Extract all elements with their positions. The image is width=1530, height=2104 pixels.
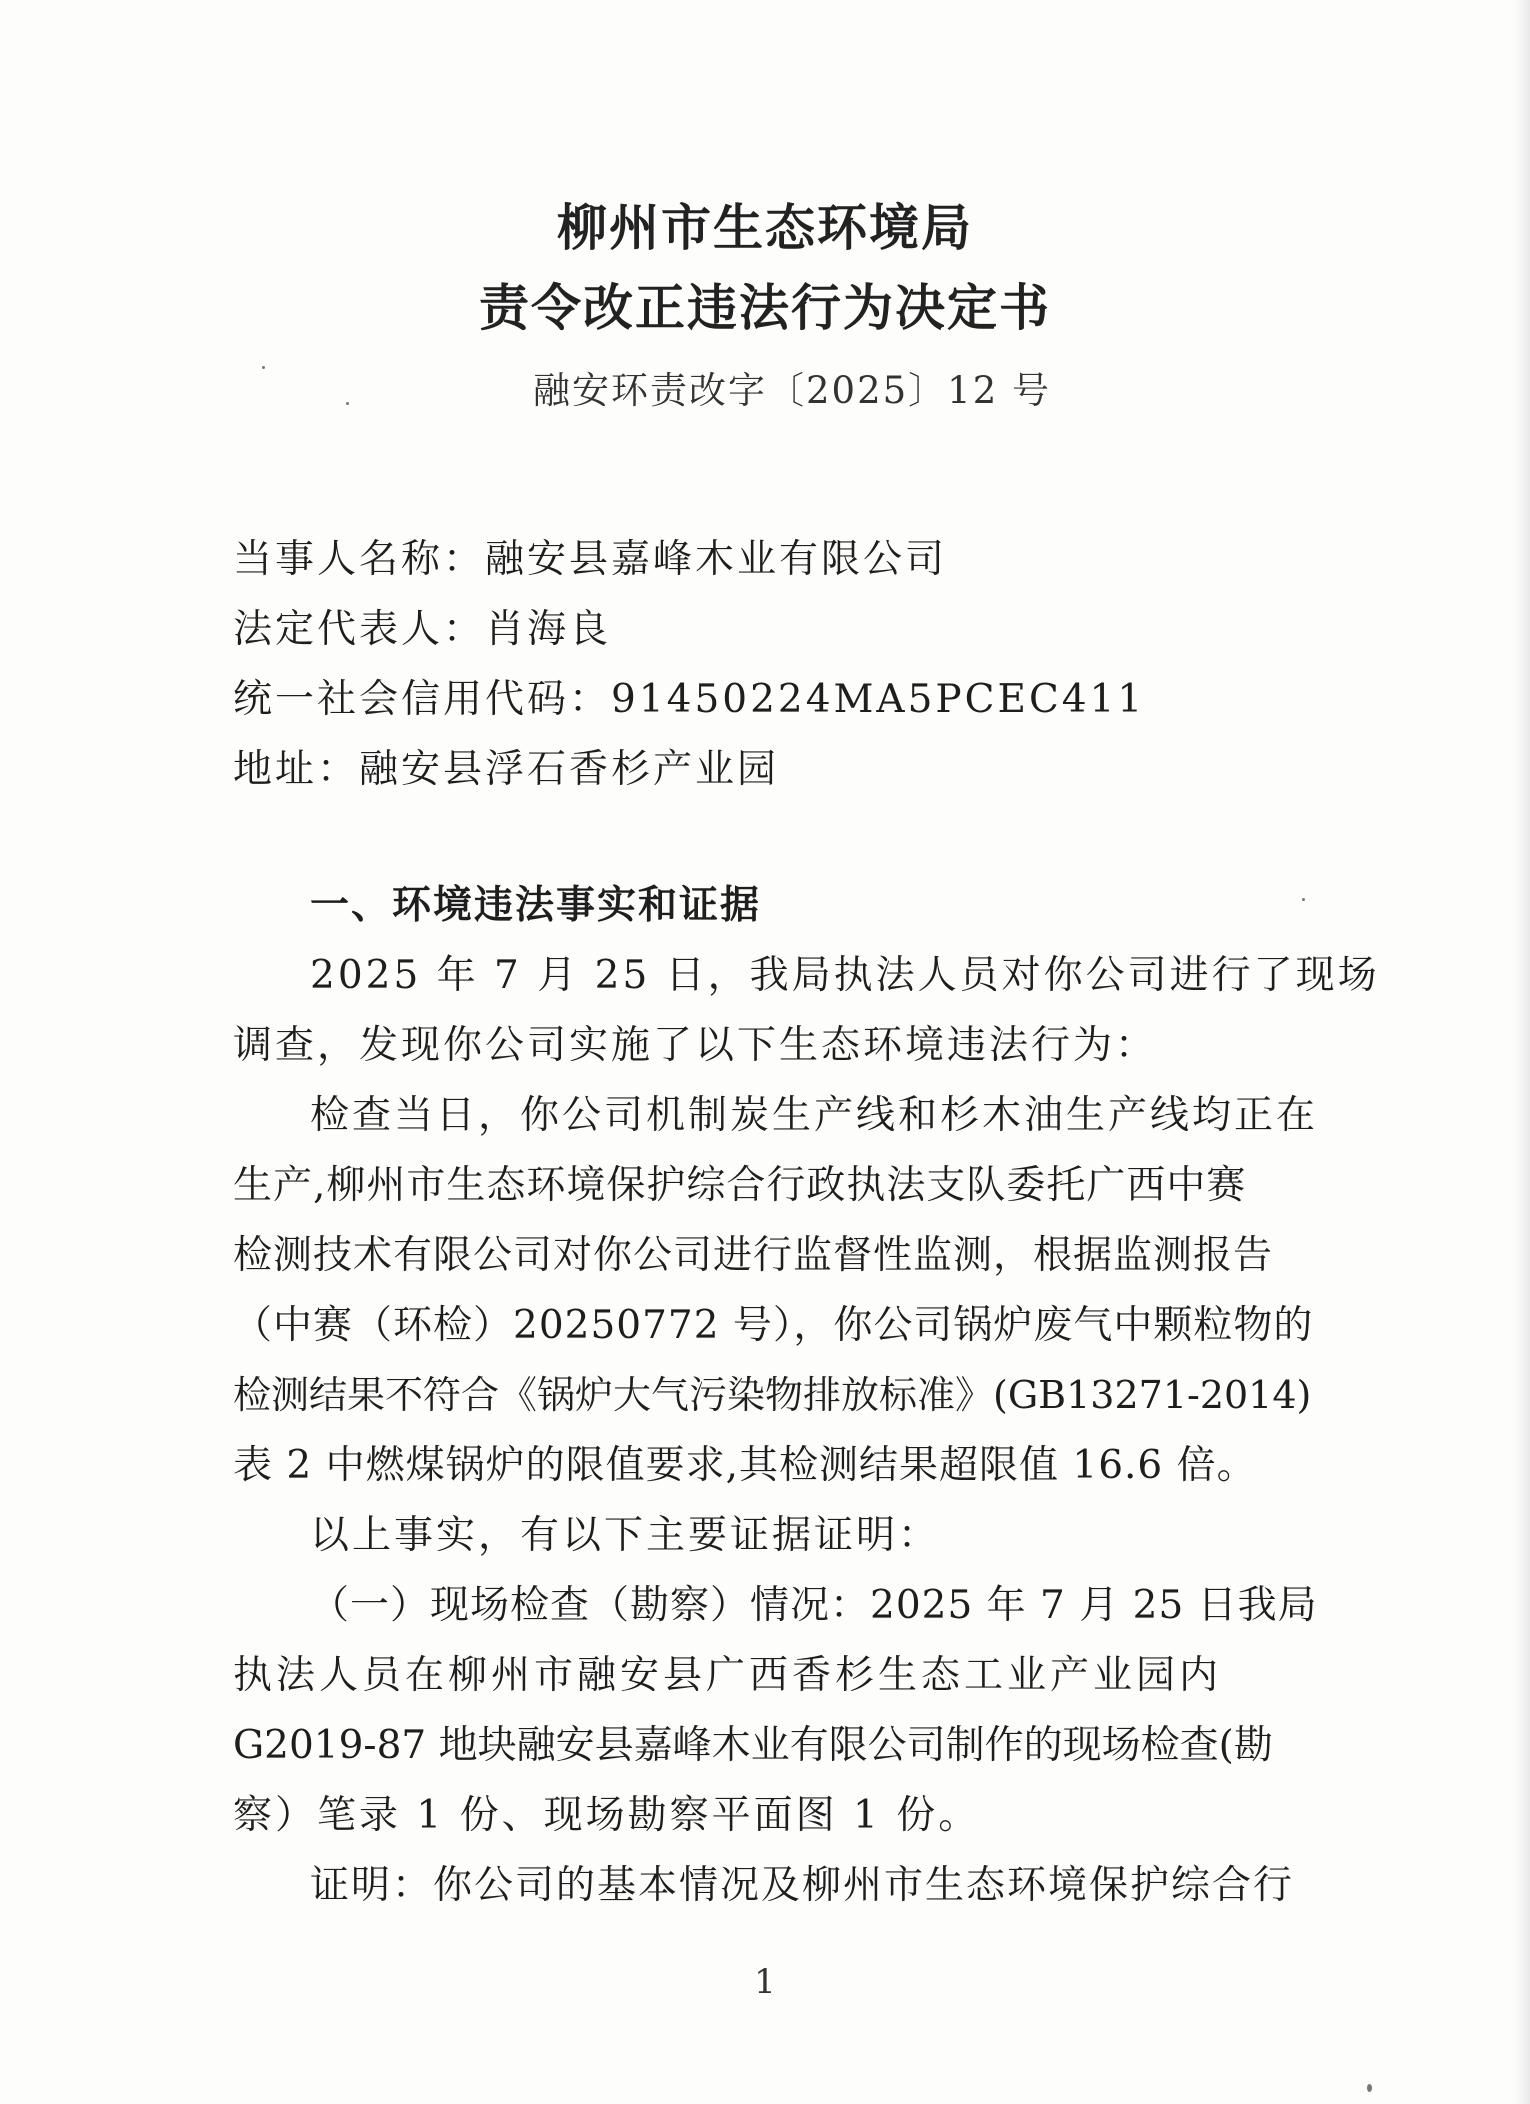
paragraph-line: 证明：你公司的基本情况及柳州市生态环境保护综合行: [310, 1863, 1295, 1908]
party-name: 当事人名称：融安县嘉峰木业有限公司: [233, 537, 948, 582]
paragraph-line: G2019-87 地块融安县嘉峰木业有限公司制作的现场检查(勘: [233, 1723, 1273, 1768]
paragraph-line: 检测技术有限公司对你公司进行监督性监测，根据监测报告: [233, 1233, 1274, 1278]
scan-speck: [1367, 2084, 1372, 2092]
paragraph-line: 以上事实，有以下主要证据证明：: [310, 1513, 941, 1558]
credit-code: 统一社会信用代码：91450224MA5PCEC411: [233, 677, 1146, 722]
scan-speck: [262, 366, 265, 369]
scan-speck: [346, 402, 349, 405]
paragraph-line: 察）笔录 1 份、现场勘察平面图 1 份。: [233, 1793, 981, 1838]
paragraph-line: 调查，发现你公司实施了以下生态环境违法行为：: [233, 1023, 1158, 1068]
paragraph-line: 2025 年 7 月 25 日，我局执法人员对你公司进行了现场: [310, 953, 1380, 998]
document-title: 责令改正违法行为决定书: [479, 279, 1051, 337]
paragraph-line: 生产,柳州市生态环境保护综合行政执法支队委托广西中赛: [233, 1163, 1247, 1208]
scan-speck: [1302, 898, 1305, 901]
paragraph-line: （中赛（环检）20250772 号），你公司锅炉废气中颗粒物的: [233, 1303, 1314, 1348]
document-number: 融安环责改字〔2025〕12 号: [533, 369, 1052, 412]
party-address: 地址：融安县浮石香杉产业园: [233, 747, 780, 792]
section-heading: 一、环境违法事实和证据: [310, 883, 762, 928]
paragraph-line: （一）现场检查（勘察）情况：2025 年 7 月 25 日我局: [310, 1583, 1318, 1628]
paragraph-line: 检查当日，你公司机制炭生产线和杉木油生产线均正在: [310, 1093, 1319, 1138]
page-number: 1: [754, 1962, 776, 2002]
paragraph-line: 执法人员在柳州市融安县广西香杉生态工业产业园内: [233, 1653, 1223, 1698]
legal-representative: 法定代表人：肖海良: [233, 607, 612, 652]
paragraph-line: 检测结果不符合《锅炉大气污染物排放标准》(GB13271-2014): [233, 1373, 1312, 1417]
agency-title: 柳州市生态环境局: [557, 199, 973, 257]
paragraph-line: 表 2 中燃煤锅炉的限值要求,其检测结果超限值 16.6 倍。: [233, 1443, 1257, 1488]
